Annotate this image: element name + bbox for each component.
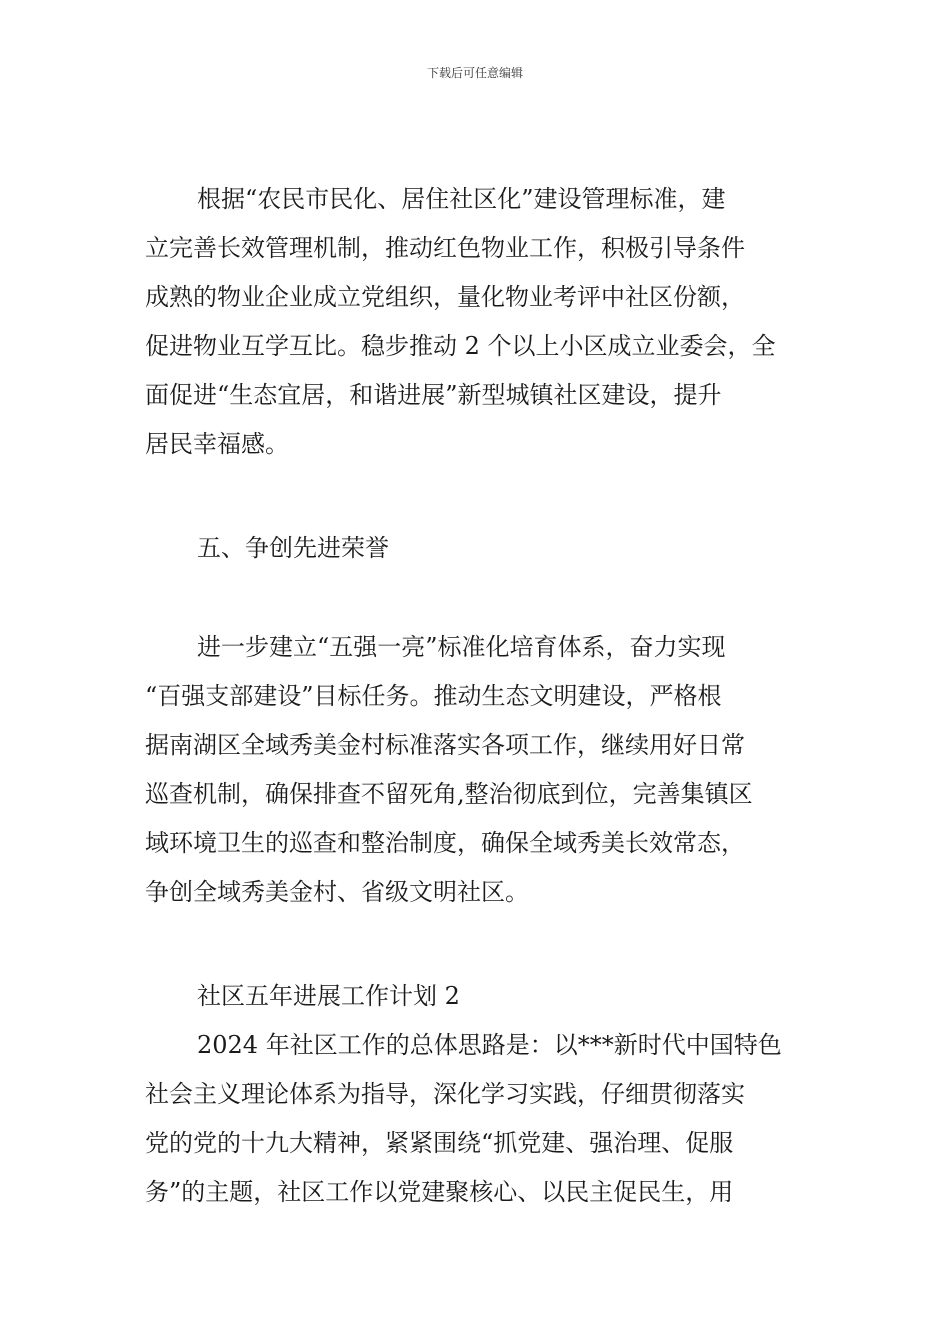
paragraph-community-management (145, 175, 805, 469)
paragraph-line: 2024 年社区工作的总体思路是：以***新时代中国特色 (197, 1031, 782, 1059)
paragraph-line: 居民幸福感。 (145, 430, 289, 458)
paragraph-line: 据南湖区全域秀美金村标准落实各项工作，继续用好日常 (145, 731, 745, 759)
paragraph-line: 域环境卫生的巡查和整治制度，确保全域秀美长效常态， (145, 829, 745, 857)
paragraph-line: 巡查机制，确保排查不留死角,整治彻底到位，完善集镇区 (145, 780, 753, 808)
paragraph-line: 促进物业互学互比。稳步推动 2 个以上小区成立业委会，全 (145, 332, 776, 360)
paragraph-line: 立完善长效管理机制，推动红色物业工作，积极引导条件 (145, 234, 745, 262)
paragraph-line: 社会主义理论体系为指导，深化学习实践，仔细贯彻落实 (145, 1080, 745, 1108)
section-heading-five: 五、争创先进荣誉 (197, 534, 389, 562)
paragraph-line: 成熟的物业企业成立党组织，量化物业考评中社区份额， (145, 283, 745, 311)
paragraph-overall-approach (145, 1021, 805, 1217)
paragraph-honors (145, 623, 805, 917)
page-header: 下载后可任意编辑 (426, 66, 523, 80)
paragraph-line: 务”的主题，社区工作以党建聚核心、以民主促民生，用 (145, 1178, 734, 1206)
paragraph-line: 党的党的十九大精神，紧紧围绕“抓党建、强治理、促服 (145, 1129, 734, 1157)
paragraph-line: 根据“农民市民化、居住社区化”建设管理标准，建 (197, 185, 726, 213)
paragraph-line: 面促进“生态宜居，和谐进展”新型城镇社区建设，提升 (145, 381, 722, 409)
paragraph-line: 进一步建立“五强一亮”标准化培育体系，奋力实现 (197, 633, 726, 661)
paragraph-line: “百强支部建设”目标任务。推动生态文明建设，严格根 (145, 682, 722, 710)
paragraph-line: 争创全域秀美金村、省级文明社区。 (145, 878, 529, 906)
section-heading-plan-two: 社区五年进展工作计划 2 (197, 982, 460, 1010)
